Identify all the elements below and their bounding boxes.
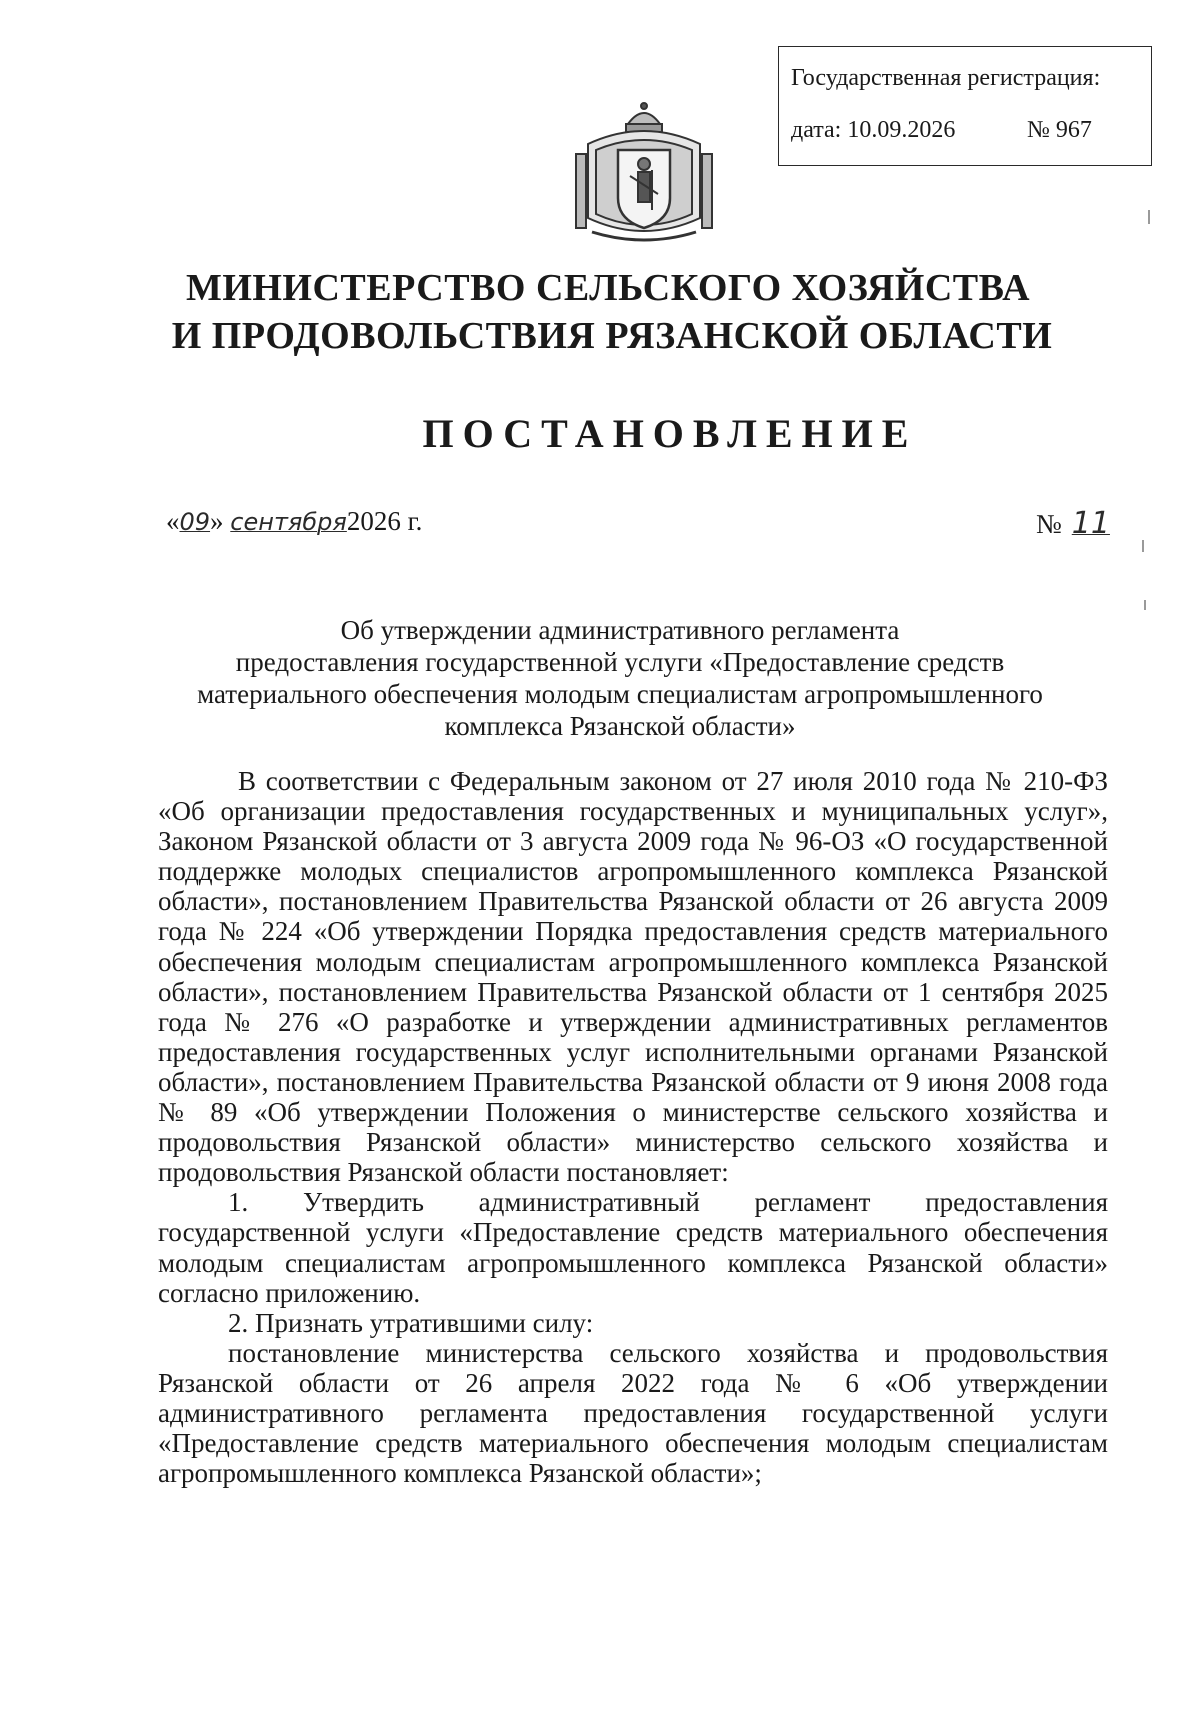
scan-mark <box>1142 540 1144 552</box>
ryazan-coat-of-arms-icon <box>568 98 720 250</box>
decree-date <box>166 506 422 537</box>
preamble-paragraph: В соответствии с Федеральным законом от 27 июля 2010 года № 210-ФЗ «Об организации предоставления государственных и муниципальных услуг», Законом Рязанской области от 3 августа 2009 года № 96-ОЗ «О государственной поддержке молодых специалистов агропромышленного комплекса Рязанской области», постановлением Правительства Рязанской области от 26 августа 2009 года № 224 «Об утверждении Порядка предоставления средств материального обеспечения молодым специалистам агропромышленного комплекса Рязанской области», постановлением Правительства Рязанской области от 1 сентября 2025 года № 276 «О разработке и утверждении административных регламентов предоставления государственных услуг исполнительными органами Рязанской области», постановлением Правительства Рязанской области от 9 июня 2008 года № 89 «Об утверждении Положения о министерстве сельского хозяйства и продовольствия Рязанской области» министерство сельского хозяйства и продовольствия Рязанской области постановляет: <box>158 766 1108 1188</box>
subject-line: предоставления государственной услуги «Предоставление средств <box>235 647 1005 677</box>
item-2-sub-paragraph: постановление министерства сельского хозяйства и продовольствия Рязанской области от 26 апреля 2022 года № 6 «Об утверждении административного регламента предоставления государственной услуги «Предоставление средств материального обеспечения молодым специалистам агропромышленного комплекса Рязанской области»; <box>158 1337 1108 1489</box>
ministry-title-line2: И ПРОДОВОЛЬСТВИЯ РЯЗАНСКОЙ ОБЛАСТИ <box>171 315 1053 357</box>
registration-number: № 967 <box>1027 117 1092 143</box>
decree-number <box>1036 506 1110 541</box>
registration-stamp <box>778 46 1152 166</box>
subject-line: комплекса Рязанской области» <box>444 711 796 741</box>
document-type-heading: ПОСТАНОВЛЕНИЕ <box>422 411 918 456</box>
decree-subject <box>170 614 1070 742</box>
decree-body <box>158 766 1108 1488</box>
subject-line: Об утверждении административного регламента <box>340 615 900 645</box>
date-quote-open: « <box>166 506 180 536</box>
date-day-handwritten: 09 <box>179 508 211 536</box>
subject-line: материального обеспечения молодым специалистам агропромышленного <box>197 679 1043 709</box>
scan-mark <box>1148 210 1150 224</box>
decree-number-prefix: № <box>1036 509 1062 539</box>
scan-mark <box>1144 600 1146 610</box>
ministry-title-line1: МИНИСТЕРСТВО СЕЛЬСКОГО ХОЗЯЙСТВА <box>185 267 1031 309</box>
date-quote-close: » <box>210 506 224 536</box>
registration-date: дата: 10.09.2026 <box>791 117 956 143</box>
date-year: 2026 г. <box>346 506 423 536</box>
item-2-paragraph: 2. Признать утратившими силу: <box>228 1307 594 1338</box>
item-1-paragraph: 1. Утвердить административный регламент предоставления государственной услуги «Предоставление средств материального обеспечения молодым специалистам агропромышленного комплекса Рязанской области» согласно приложению. <box>158 1187 1108 1308</box>
date-month-handwritten: сентября <box>230 508 347 536</box>
registration-title: Государственная регистрация: <box>791 65 1101 91</box>
ministry-title <box>0 264 1200 360</box>
decree-number-handwritten: 11 <box>1071 506 1110 541</box>
